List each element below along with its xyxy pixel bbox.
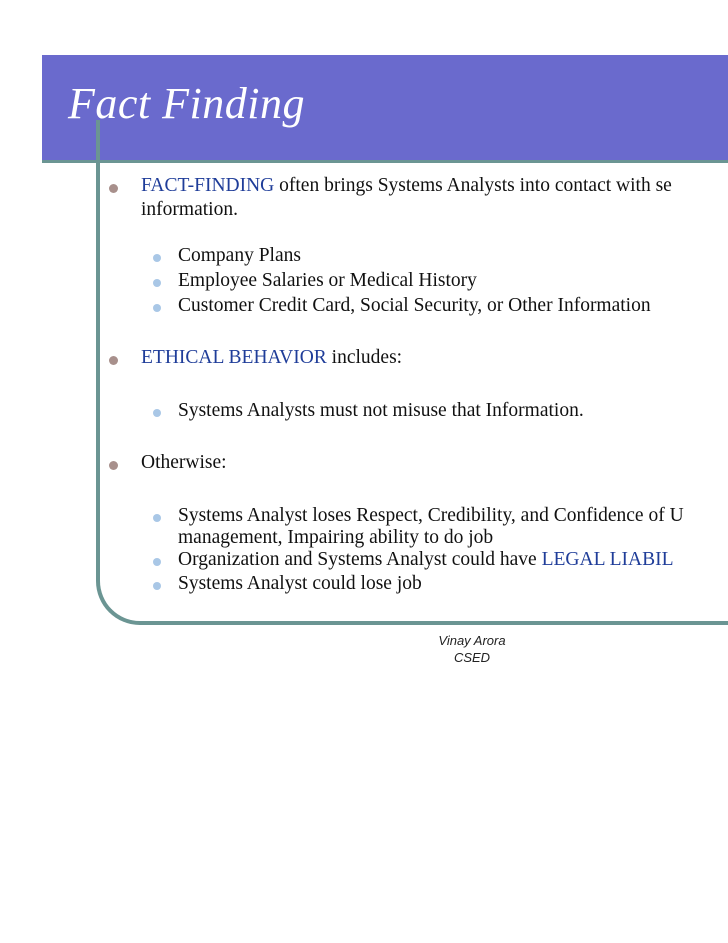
bullet-text: includes: bbox=[326, 347, 403, 368]
title-underline bbox=[42, 160, 728, 163]
sub-bullet-dot-icon bbox=[153, 582, 161, 590]
sub-bullet-continuation: management, Impairing ability to do job bbox=[178, 527, 494, 548]
sub-bullet-dot-icon bbox=[153, 514, 161, 522]
bullet-fact-finding bbox=[141, 175, 672, 197]
sub-bullet-item bbox=[178, 549, 674, 571]
sub-bullet-item: Employee Salaries or Medical History bbox=[178, 270, 477, 291]
sub-bullet-item: Company Plans bbox=[178, 245, 301, 266]
bullet-dot-icon bbox=[109, 356, 118, 365]
bullet-ethical-behavior bbox=[141, 347, 402, 369]
sub-bullet-dot-icon bbox=[153, 279, 161, 287]
bullet-text: often brings Systems Analysts into contact with se bbox=[274, 175, 672, 196]
slide-title: Fact Finding bbox=[68, 79, 305, 128]
bullet-otherwise: Otherwise: bbox=[141, 452, 227, 473]
bullet-continuation: information. bbox=[141, 199, 238, 220]
bullet-dot-icon bbox=[109, 184, 118, 193]
footer-dept: CSED bbox=[453, 650, 491, 665]
term-ethical-behavior: ETHICAL BEHAVIOR bbox=[141, 347, 327, 368]
term-legal-liability: LEGAL LIABIL bbox=[541, 549, 674, 570]
sub-bullet-item: Systems Analyst loses Respect, Credibility, and Confidence of U bbox=[178, 505, 684, 526]
bullet-text: Organization and Systems Analyst could have bbox=[178, 549, 542, 570]
sub-bullet-item: Systems Analysts must not misuse that Information. bbox=[178, 400, 584, 421]
sub-bullet-dot-icon bbox=[153, 304, 161, 312]
footer-author: Vinay Arora bbox=[438, 633, 506, 648]
sub-bullet-dot-icon bbox=[153, 254, 161, 262]
sub-bullet-item: Customer Credit Card, Social Security, or Other Information bbox=[178, 295, 651, 316]
sub-bullet-dot-icon bbox=[153, 409, 161, 417]
sub-bullet-item: Systems Analyst could lose job bbox=[178, 573, 422, 594]
sub-bullet-dot-icon bbox=[153, 558, 161, 566]
term-fact-finding: FACT-FINDING bbox=[141, 175, 275, 196]
bullet-dot-icon bbox=[109, 461, 118, 470]
